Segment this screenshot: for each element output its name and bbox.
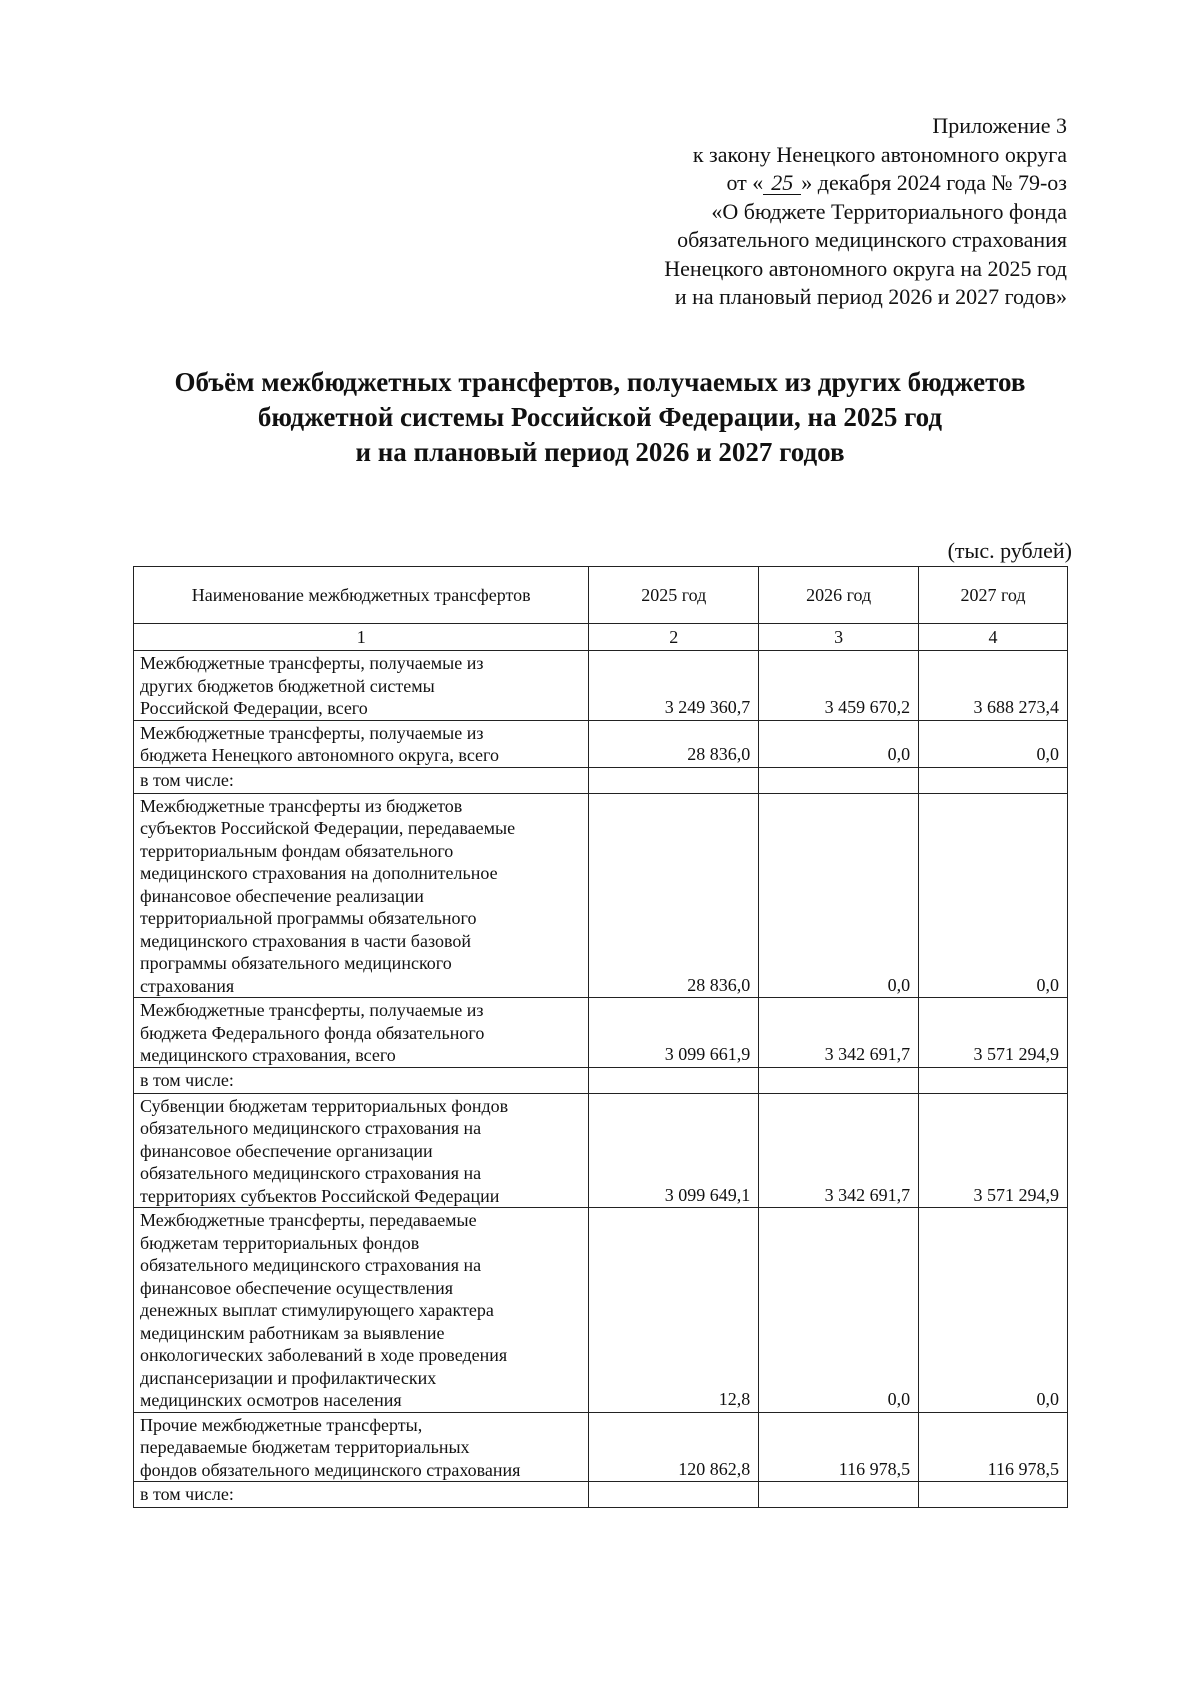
header-2027: 2027 год: [919, 567, 1068, 624]
value-2025: [589, 767, 759, 793]
value-2025: 28 836,0: [589, 720, 759, 767]
table-row: [134, 793, 1068, 998]
table-row: [134, 1412, 1068, 1482]
appendix-block: [664, 112, 1067, 312]
value-2025: 12,8: [589, 1208, 759, 1413]
table-row: [134, 1208, 1068, 1413]
value-2026: [759, 767, 919, 793]
value-2027: 0,0: [919, 793, 1068, 998]
appendix-date-line: [664, 169, 1067, 198]
title-line: бюджетной системы Российской Федерации, на 2025 год: [257, 402, 943, 432]
table-row: [134, 998, 1068, 1068]
transfers-table: [133, 566, 1068, 1508]
row-name: Межбюджетные трансферты из бюджетов субъектов Российской Федерации, передаваемые территориальным фондам обязательного медицинского страхования на дополнительное финансовое обеспечение реализации территориальной программы обязательного медицинского страхования в части базовой программы обязательного медицинского страхования: [134, 793, 589, 998]
value-2026: 0,0: [759, 720, 919, 767]
table-row: [134, 1482, 1068, 1508]
appendix-line: «О бюджете Территориального фонда: [711, 198, 1067, 224]
table-row: [134, 1093, 1068, 1208]
col-number: 1: [134, 624, 589, 651]
value-2026: 3 342 691,7: [759, 998, 919, 1068]
date-suffix: » декабря 2024 года № 79-оз: [801, 170, 1067, 195]
value-2025: 3 099 649,1: [589, 1093, 759, 1208]
value-2026: [759, 1067, 919, 1093]
row-name: в том числе:: [134, 1067, 589, 1093]
date-prefix: от «: [726, 170, 764, 195]
value-2025: [589, 1067, 759, 1093]
row-name: Субвенции бюджетам территориальных фондов обязательного медицинского страхования на финансовое обеспечение организации обязательного медицинского страхования на территориях субъектов Российской Федерации: [134, 1093, 589, 1208]
value-2026: 0,0: [759, 1208, 919, 1413]
value-2025: 3 249 360,7: [589, 651, 759, 721]
table-header-row: [134, 567, 1068, 624]
value-2026: 0,0: [759, 793, 919, 998]
value-2027: [919, 1067, 1068, 1093]
table-body: [134, 651, 1068, 1508]
row-name: Межбюджетные трансферты, передаваемые бюджетам территориальных фондов обязательного медицинского страхования на финансовое обеспечение осуществления денежных выплат стимулирующего характера медицинским работникам за выявление онкологических заболеваний в ходе проведения диспансеризации и профилактических медицинских осмотров населения: [134, 1208, 589, 1413]
appendix-line: обязательного медицинского страхования: [677, 227, 1067, 252]
appendix-line: и на плановый период 2026 и 2027 годов»: [674, 284, 1067, 309]
value-2026: 3 459 670,2: [759, 651, 919, 721]
appendix-line: Ненецкого автономного округа на 2025 год: [664, 255, 1067, 281]
table-row: [134, 767, 1068, 793]
row-name: Межбюджетные трансферты, получаемые из других бюджетов бюджетной системы Российской Федерации, всего: [134, 651, 589, 721]
row-name: Прочие межбюджетные трансферты, передаваемые бюджетам территориальных фондов обязательного медицинского страхования: [134, 1412, 589, 1482]
value-2027: [919, 767, 1068, 793]
table-row: [134, 1067, 1068, 1093]
value-2027: 3 571 294,9: [919, 1093, 1068, 1208]
col-number: 2: [589, 624, 759, 651]
header-2026: 2026 год: [759, 567, 919, 624]
value-2025: 3 099 661,9: [589, 998, 759, 1068]
row-name: в том числе:: [134, 767, 589, 793]
value-2027: 0,0: [919, 720, 1068, 767]
handwritten-day: 25: [763, 172, 801, 195]
table-row: [134, 720, 1068, 767]
row-name: Межбюджетные трансферты, получаемые из бюджета Федерального фонда обязательного медицинского страхования, всего: [134, 998, 589, 1068]
value-2025: 28 836,0: [589, 793, 759, 998]
value-2025: [589, 1482, 759, 1508]
column-number-row: [134, 624, 1068, 651]
unit-label: (тыс. рублей): [947, 538, 1072, 563]
header-2025: 2025 год: [589, 567, 759, 624]
value-2026: 116 978,5: [759, 1412, 919, 1482]
table-row: [134, 651, 1068, 721]
value-2027: 3 571 294,9: [919, 998, 1068, 1068]
value-2027: [919, 1482, 1068, 1508]
value-2026: 3 342 691,7: [759, 1093, 919, 1208]
col-number: 4: [919, 624, 1068, 651]
value-2025: 120 862,8: [589, 1412, 759, 1482]
title-line: Объём межбюджетных трансфертов, получаемых из других бюджетов: [174, 367, 1026, 397]
document-title: [60, 365, 1140, 470]
appendix-line: Приложение 3: [932, 113, 1067, 138]
row-name: Межбюджетные трансферты, получаемые из бюджета Ненецкого автономного округа, всего: [134, 720, 589, 767]
value-2027: 0,0: [919, 1208, 1068, 1413]
title-line: и на плановый период 2026 и 2027 годов: [355, 437, 845, 467]
value-2027: 3 688 273,4: [919, 651, 1068, 721]
col-number: 3: [759, 624, 919, 651]
header-name: Наименование межбюджетных трансфертов: [134, 567, 589, 624]
row-name: в том числе:: [134, 1482, 589, 1508]
appendix-line: к закону Ненецкого автономного округа: [692, 141, 1067, 167]
value-2027: 116 978,5: [919, 1412, 1068, 1482]
value-2026: [759, 1482, 919, 1508]
